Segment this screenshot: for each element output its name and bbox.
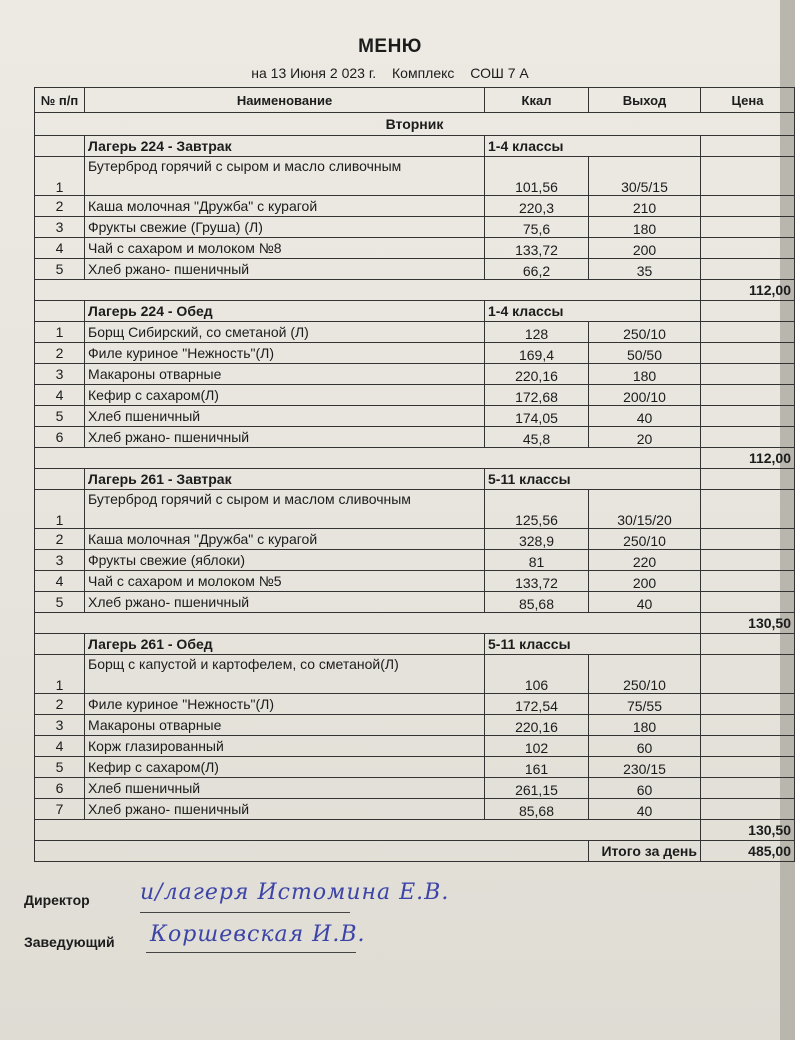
- section-header: [35, 301, 795, 322]
- item-output: 75/55: [589, 694, 701, 715]
- table-row: [35, 322, 795, 343]
- item-kcal: 174,05: [485, 406, 589, 427]
- section-header-price: [701, 469, 795, 490]
- item-kcal: 125,56: [485, 490, 589, 529]
- table-row: [35, 550, 795, 571]
- table-row: [35, 529, 795, 550]
- section-header-num: [35, 136, 85, 157]
- item-output: 20: [589, 427, 701, 448]
- item-number: 1: [35, 322, 85, 343]
- item-kcal: 102: [485, 736, 589, 757]
- item-output: 230/15: [589, 757, 701, 778]
- item-price: [701, 217, 795, 238]
- section-header-price: [701, 301, 795, 322]
- item-number: 2: [35, 343, 85, 364]
- item-output: 250/10: [589, 322, 701, 343]
- item-kcal: 106: [485, 655, 589, 694]
- col-header-kcal: Ккал: [485, 88, 589, 113]
- item-price: [701, 343, 795, 364]
- item-name: Борщ Сибирский, со сметаной (Л): [85, 322, 485, 343]
- table-row: [35, 715, 795, 736]
- item-output: 180: [589, 364, 701, 385]
- item-name: Хлеб ржано- пшеничный: [85, 592, 485, 613]
- col-header-price: Цена: [701, 88, 795, 113]
- item-output: 180: [589, 715, 701, 736]
- item-output: 200: [589, 571, 701, 592]
- table-row: [35, 592, 795, 613]
- total-label: Итого за день: [589, 841, 701, 862]
- item-number: 4: [35, 238, 85, 259]
- director-label: Директор: [24, 892, 90, 908]
- table-row: [35, 364, 795, 385]
- item-output: 220: [589, 550, 701, 571]
- item-price: [701, 406, 795, 427]
- item-price: [701, 157, 795, 196]
- section-grade: 1-4 классы: [485, 136, 701, 157]
- total-blank: [35, 841, 589, 862]
- item-name: Филе куриное "Нежность"(Л): [85, 343, 485, 364]
- subtotal-price: 130,50: [701, 820, 795, 841]
- item-output: 50/50: [589, 343, 701, 364]
- col-header-num: № п/п: [35, 88, 85, 113]
- item-kcal: 261,15: [485, 778, 589, 799]
- subtotal-price: 130,50: [701, 613, 795, 634]
- item-name: Макароны отварные: [85, 715, 485, 736]
- item-output: 250/10: [589, 529, 701, 550]
- table-row: [35, 343, 795, 364]
- item-number: 3: [35, 364, 85, 385]
- item-price: [701, 385, 795, 406]
- item-output: 60: [589, 736, 701, 757]
- item-number: 3: [35, 715, 85, 736]
- subtotal-price: 112,00: [701, 280, 795, 301]
- item-number: 3: [35, 217, 85, 238]
- table-row: [35, 196, 795, 217]
- item-output: 200/10: [589, 385, 701, 406]
- section-grade: 5-11 классы: [485, 634, 701, 655]
- subtotal-blank: [35, 613, 701, 634]
- subtotal-price: 112,00: [701, 448, 795, 469]
- director-signature: и/лагеря Истомина Е.В.: [140, 880, 450, 905]
- item-name: Хлеб пшеничный: [85, 778, 485, 799]
- item-number: 5: [35, 259, 85, 280]
- item-price: [701, 529, 795, 550]
- item-kcal: 101,56: [485, 157, 589, 196]
- item-name: Кефир с сахаром(Л): [85, 757, 485, 778]
- item-name: Фрукты свежие (яблоки): [85, 550, 485, 571]
- item-output: 210: [589, 196, 701, 217]
- table-row: [35, 259, 795, 280]
- table-row: [35, 694, 795, 715]
- item-number: 2: [35, 529, 85, 550]
- item-number: 6: [35, 778, 85, 799]
- total-value: 485,00: [701, 841, 795, 862]
- item-name: Чай с сахаром и молоком №8: [85, 238, 485, 259]
- item-price: [701, 694, 795, 715]
- item-kcal: 172,68: [485, 385, 589, 406]
- subtotal-blank: [35, 820, 701, 841]
- section-title: Лагерь 261 - Завтрак: [85, 469, 485, 490]
- subtotal-row: [35, 613, 795, 634]
- section-title: Лагерь 224 - Обед: [85, 301, 485, 322]
- subtotal-row: [35, 820, 795, 841]
- item-output: 250/10: [589, 655, 701, 694]
- item-name: Хлеб ржано- пшеничный: [85, 427, 485, 448]
- item-kcal: 220,16: [485, 715, 589, 736]
- item-number: 5: [35, 592, 85, 613]
- section-header-price: [701, 136, 795, 157]
- item-name: Каша молочная "Дружба" с курагой: [85, 196, 485, 217]
- item-price: [701, 259, 795, 280]
- table-row: [35, 490, 795, 529]
- item-kcal: 133,72: [485, 238, 589, 259]
- item-number: 2: [35, 196, 85, 217]
- table-row: [35, 217, 795, 238]
- subtotal-row: [35, 448, 795, 469]
- item-output: 35: [589, 259, 701, 280]
- section-header-num: [35, 469, 85, 490]
- section-grade: 5-11 классы: [485, 469, 701, 490]
- item-number: 1: [35, 655, 85, 694]
- section-header-price: [701, 634, 795, 655]
- item-kcal: 85,68: [485, 592, 589, 613]
- item-price: [701, 364, 795, 385]
- item-name: Бутерброд горячий с сыром и маслом сливочным: [85, 490, 485, 529]
- item-number: 2: [35, 694, 85, 715]
- item-number: 1: [35, 490, 85, 529]
- item-name: Бутерброд горячий с сыром и масло сливочным: [85, 157, 485, 196]
- table-row: [35, 736, 795, 757]
- item-kcal: 133,72: [485, 571, 589, 592]
- school-name: СОШ 7 А: [470, 65, 529, 81]
- section-header: [35, 136, 795, 157]
- item-output: 40: [589, 799, 701, 820]
- page-title: МЕНЮ: [358, 36, 422, 57]
- day-label: Вторник: [35, 113, 795, 136]
- item-price: [701, 778, 795, 799]
- total-row: [35, 841, 795, 862]
- item-name: Макароны отварные: [85, 364, 485, 385]
- item-number: 1: [35, 157, 85, 196]
- item-kcal: 75,6: [485, 217, 589, 238]
- item-number: 5: [35, 757, 85, 778]
- item-price: [701, 550, 795, 571]
- item-kcal: 172,54: [485, 694, 589, 715]
- item-price: [701, 736, 795, 757]
- menu-body: [35, 113, 795, 862]
- item-kcal: 220,16: [485, 364, 589, 385]
- item-price: [701, 322, 795, 343]
- table-row: [35, 757, 795, 778]
- item-name: Каша молочная "Дружба" с курагой: [85, 529, 485, 550]
- section-header: [35, 634, 795, 655]
- menu-table: [34, 87, 795, 862]
- col-header-out: Выход: [589, 88, 701, 113]
- item-price: [701, 655, 795, 694]
- item-number: 7: [35, 799, 85, 820]
- table-row: [35, 238, 795, 259]
- page-subtitle: [0, 65, 780, 81]
- section-header-num: [35, 634, 85, 655]
- section-title: Лагерь 261 - Обед: [85, 634, 485, 655]
- item-price: [701, 757, 795, 778]
- item-name: Фрукты свежие (Груша) (Л): [85, 217, 485, 238]
- section-header-num: [35, 301, 85, 322]
- table-row: [35, 157, 795, 196]
- director-signature-line: [140, 912, 350, 913]
- item-kcal: 81: [485, 550, 589, 571]
- section-title: Лагерь 224 - Завтрак: [85, 136, 485, 157]
- item-number: 4: [35, 736, 85, 757]
- item-output: 40: [589, 406, 701, 427]
- item-name: Корж глазированный: [85, 736, 485, 757]
- table-row: [35, 778, 795, 799]
- col-header-name: Наименование: [85, 88, 485, 113]
- item-price: [701, 427, 795, 448]
- item-name: Филе куриное "Нежность"(Л): [85, 694, 485, 715]
- item-number: 3: [35, 550, 85, 571]
- item-output: 40: [589, 592, 701, 613]
- section-grade: 1-4 классы: [485, 301, 701, 322]
- subtotal-row: [35, 280, 795, 301]
- table-row: [35, 571, 795, 592]
- item-kcal: 161: [485, 757, 589, 778]
- item-price: [701, 799, 795, 820]
- subtotal-blank: [35, 448, 701, 469]
- item-number: 5: [35, 406, 85, 427]
- item-number: 6: [35, 427, 85, 448]
- item-price: [701, 490, 795, 529]
- item-output: 200: [589, 238, 701, 259]
- item-kcal: 128: [485, 322, 589, 343]
- item-kcal: 85,68: [485, 799, 589, 820]
- item-kcal: 45,8: [485, 427, 589, 448]
- section-header: [35, 469, 795, 490]
- item-kcal: 66,2: [485, 259, 589, 280]
- item-kcal: 220,3: [485, 196, 589, 217]
- item-price: [701, 196, 795, 217]
- item-output: 30/15/20: [589, 490, 701, 529]
- item-name: Кефир с сахаром(Л): [85, 385, 485, 406]
- table-row: [35, 655, 795, 694]
- item-output: 60: [589, 778, 701, 799]
- subtotal-blank: [35, 280, 701, 301]
- item-price: [701, 592, 795, 613]
- item-kcal: 169,4: [485, 343, 589, 364]
- manager-label: Заведующий: [24, 934, 115, 950]
- menu-date: на 13 Июня 2 023 г.: [251, 65, 377, 81]
- manager-signature: Коршевская И.В.: [150, 922, 366, 947]
- table-row: [35, 385, 795, 406]
- item-price: [701, 238, 795, 259]
- item-output: 30/5/15: [589, 157, 701, 196]
- item-kcal: 328,9: [485, 529, 589, 550]
- table-row: [35, 427, 795, 448]
- item-price: [701, 571, 795, 592]
- item-output: 180: [589, 217, 701, 238]
- item-number: 4: [35, 385, 85, 406]
- table-row: [35, 406, 795, 427]
- item-name: Чай с сахаром и молоком №5: [85, 571, 485, 592]
- manager-signature-line: [146, 952, 356, 953]
- complex-label: Комплекс: [392, 65, 455, 81]
- item-name: Хлеб ржано- пшеничный: [85, 799, 485, 820]
- item-number: 4: [35, 571, 85, 592]
- item-name: Борщ с капустой и картофелем, со сметаной(Л): [85, 655, 485, 694]
- item-name: Хлеб пшеничный: [85, 406, 485, 427]
- item-price: [701, 715, 795, 736]
- item-name: Хлеб ржано- пшеничный: [85, 259, 485, 280]
- table-row: [35, 799, 795, 820]
